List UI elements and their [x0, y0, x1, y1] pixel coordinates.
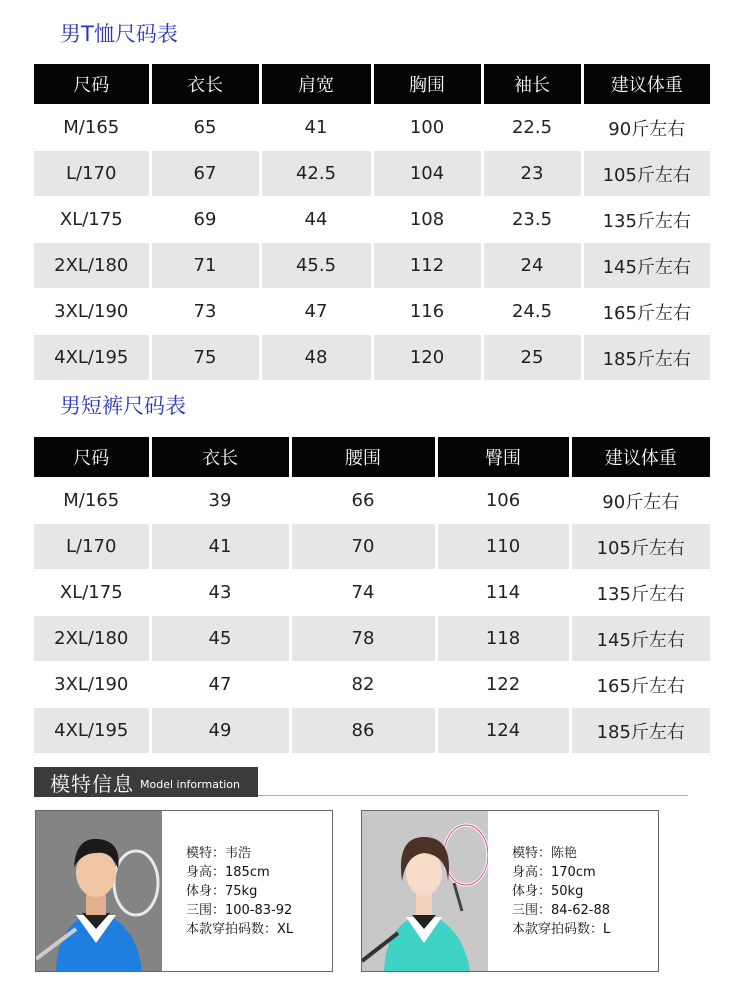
- table-cell: 165斤左右: [582, 289, 710, 335]
- model-card-female: [361, 810, 659, 972]
- model-info-subtitle: Model information: [140, 778, 241, 791]
- table-cell: 41: [150, 524, 290, 570]
- table-row: [34, 289, 710, 335]
- table-cell: 48: [260, 335, 372, 381]
- table-row: [34, 243, 710, 289]
- divider: [258, 795, 688, 796]
- table-cell: 45.5: [260, 243, 372, 289]
- table-cell: 22.5: [482, 105, 582, 151]
- column-header: 衣长: [150, 437, 290, 478]
- table-cell: 42.5: [260, 151, 372, 197]
- table-cell: 23: [482, 151, 582, 197]
- model-info-text-male: [186, 844, 293, 939]
- table-cell: M/165: [34, 105, 150, 151]
- table-cell: XL/175: [34, 570, 150, 616]
- table-cell: 106: [436, 478, 570, 524]
- table-row: [34, 197, 710, 243]
- table-cell: 135斤左右: [582, 197, 710, 243]
- table-cell: 120: [372, 335, 482, 381]
- column-header: 建议体重: [570, 437, 710, 478]
- table-cell: 118: [436, 616, 570, 662]
- table-cell: 47: [150, 662, 290, 708]
- table-cell: 67: [150, 151, 260, 197]
- table-cell: 116: [372, 289, 482, 335]
- model-size-worn: 本款穿拍码数：L: [512, 922, 611, 937]
- model-info-header: [34, 767, 258, 797]
- table-header-row: [34, 64, 710, 105]
- table-cell: 47: [260, 289, 372, 335]
- table-cell: 135斤左右: [570, 570, 710, 616]
- tshirt-size-title: 男T恤尺码表: [60, 22, 178, 46]
- table-cell: 2XL/180: [34, 616, 150, 662]
- table-cell: 104: [372, 151, 482, 197]
- model-info-text-female: [512, 844, 610, 939]
- model-info-title: 模特信息: [50, 771, 134, 796]
- table-cell: 4XL/195: [34, 708, 150, 754]
- table-row: [34, 335, 710, 381]
- table-cell: 25: [482, 335, 582, 381]
- table-cell: 110: [436, 524, 570, 570]
- table-cell: 124: [436, 708, 570, 754]
- column-header: 尺码: [34, 437, 150, 478]
- table-cell: XL/175: [34, 197, 150, 243]
- model-measurements: 三围：100-83-92: [186, 903, 293, 918]
- model-size-worn: 本款穿拍码数：XL: [186, 922, 294, 937]
- column-header: 腰围: [290, 437, 436, 478]
- table-header-row: [34, 437, 710, 478]
- table-cell: 82: [290, 662, 436, 708]
- model-name: 模特：韦浩: [186, 846, 252, 861]
- table-cell: 145斤左右: [582, 243, 710, 289]
- column-header: 肩宽: [260, 64, 372, 105]
- model-photo-female: [362, 811, 488, 971]
- table-cell: 114: [436, 570, 570, 616]
- shorts-size-table: [34, 437, 710, 753]
- table-cell: 100: [372, 105, 482, 151]
- table-cell: 24.5: [482, 289, 582, 335]
- table-cell: 112: [372, 243, 482, 289]
- table-row: [34, 616, 710, 662]
- table-row: [34, 151, 710, 197]
- table-cell: 105斤左右: [582, 151, 710, 197]
- table-cell: 185斤左右: [582, 335, 710, 381]
- table-cell: 66: [290, 478, 436, 524]
- table-cell: 165斤左右: [570, 662, 710, 708]
- table-cell: 43: [150, 570, 290, 616]
- column-header: 建议体重: [582, 64, 710, 105]
- model-photo-male: [36, 811, 162, 971]
- table-row: [34, 570, 710, 616]
- tshirt-size-table: [34, 64, 710, 380]
- table-cell: M/165: [34, 478, 150, 524]
- table-cell: 4XL/195: [34, 335, 150, 381]
- table-cell: 75: [150, 335, 260, 381]
- table-cell: 71: [150, 243, 260, 289]
- table-cell: 108: [372, 197, 482, 243]
- model-height: 身高：185cm: [186, 865, 270, 880]
- table-cell: 3XL/190: [34, 662, 150, 708]
- model-weight: 体身：75kg: [186, 884, 258, 899]
- table-cell: 70: [290, 524, 436, 570]
- table-row: [34, 662, 710, 708]
- model-weight: 体身：50kg: [512, 884, 584, 899]
- table-cell: 90斤左右: [582, 105, 710, 151]
- table-row: [34, 708, 710, 754]
- model-name: 模特：陈艳: [512, 846, 578, 861]
- model-height: 身高：170cm: [512, 865, 596, 880]
- table-cell: 23.5: [482, 197, 582, 243]
- table-cell: L/170: [34, 524, 150, 570]
- model-card-male: [35, 810, 333, 972]
- table-cell: 86: [290, 708, 436, 754]
- table-cell: 44: [260, 197, 372, 243]
- table-cell: 69: [150, 197, 260, 243]
- table-cell: 105斤左右: [570, 524, 710, 570]
- table-row: [34, 478, 710, 524]
- table-cell: 39: [150, 478, 290, 524]
- table-cell: 185斤左右: [570, 708, 710, 754]
- column-header: 臀围: [436, 437, 570, 478]
- column-header: 袖长: [482, 64, 582, 105]
- table-cell: 49: [150, 708, 290, 754]
- table-cell: 90斤左右: [570, 478, 710, 524]
- column-header: 尺码: [34, 64, 150, 105]
- column-header: 胸围: [372, 64, 482, 105]
- table-cell: L/170: [34, 151, 150, 197]
- table-cell: 78: [290, 616, 436, 662]
- shorts-size-title: 男短裤尺码表: [60, 394, 186, 418]
- table-cell: 122: [436, 662, 570, 708]
- table-cell: 24: [482, 243, 582, 289]
- model-measurements: 三围：84-62-88: [512, 903, 611, 918]
- table-cell: 74: [290, 570, 436, 616]
- table-row: [34, 105, 710, 151]
- table-row: [34, 524, 710, 570]
- table-cell: 145斤左右: [570, 616, 710, 662]
- table-cell: 2XL/180: [34, 243, 150, 289]
- table-cell: 65: [150, 105, 260, 151]
- column-header: 衣长: [150, 64, 260, 105]
- table-cell: 73: [150, 289, 260, 335]
- table-cell: 45: [150, 616, 290, 662]
- table-cell: 3XL/190: [34, 289, 150, 335]
- table-cell: 41: [260, 105, 372, 151]
